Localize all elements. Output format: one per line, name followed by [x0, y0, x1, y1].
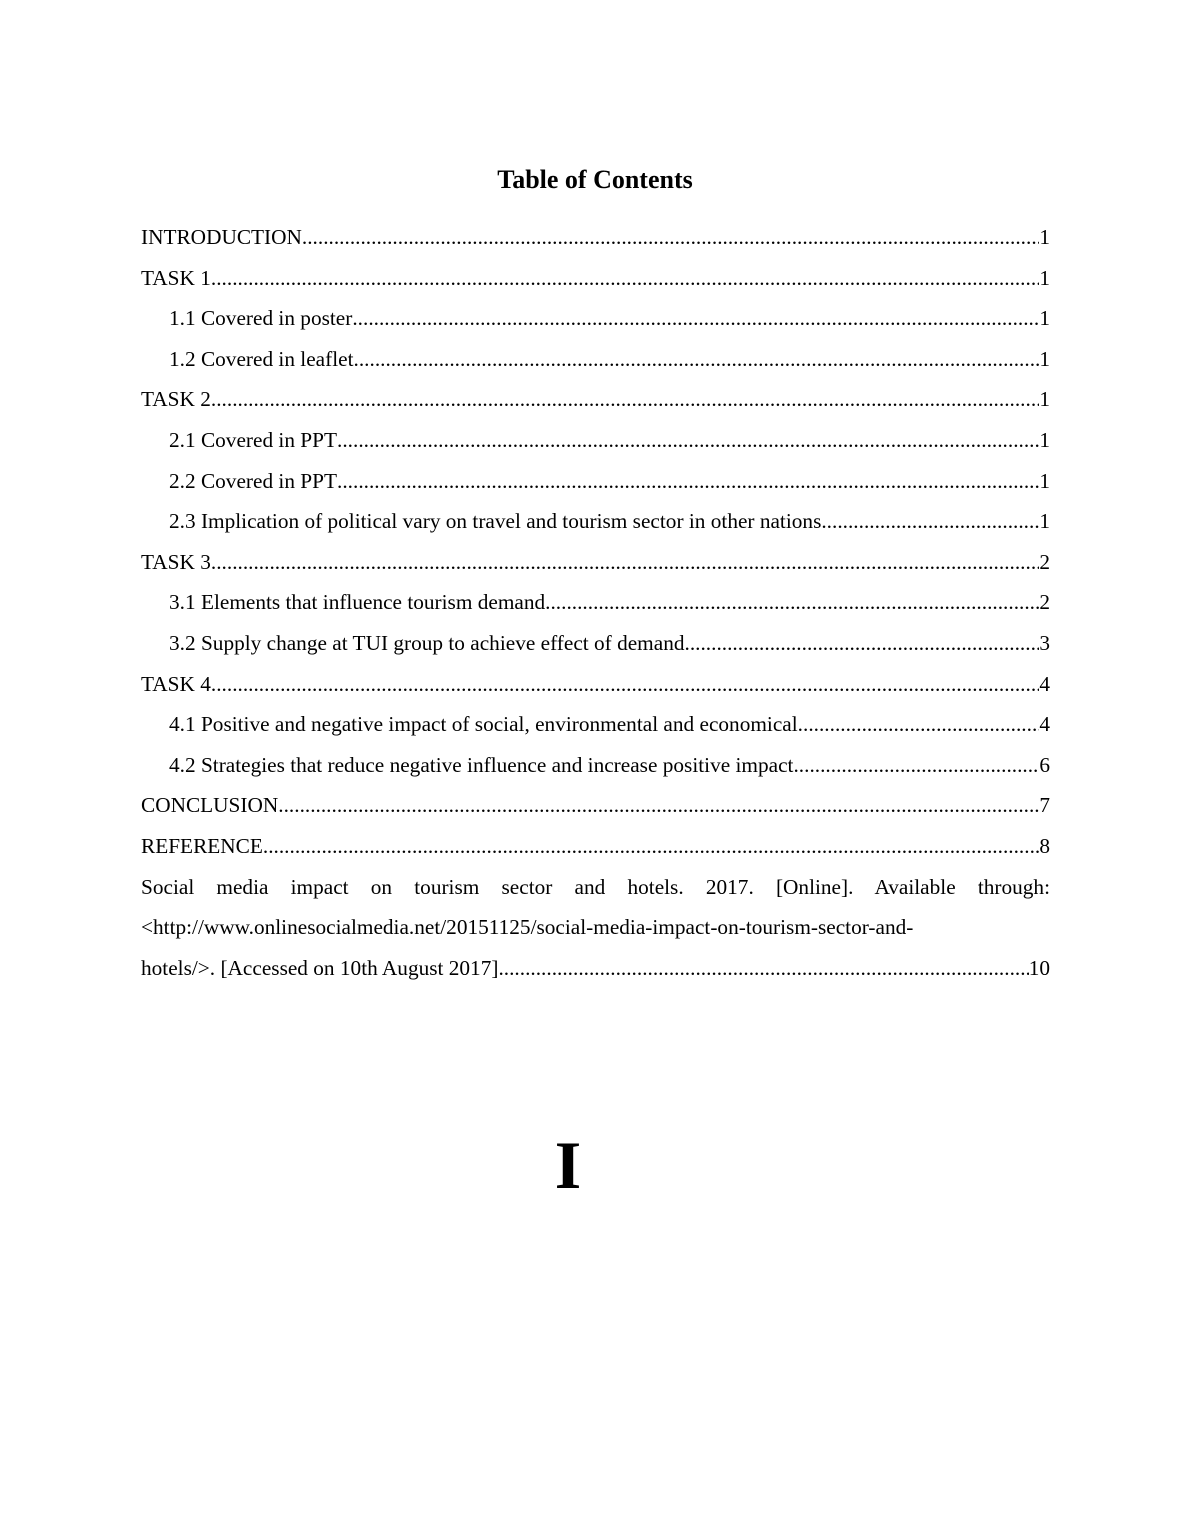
toc-dot-leader [278, 785, 1039, 826]
toc-page-number: 1 [1039, 387, 1050, 412]
toc-entry-text: TASK 1 [141, 265, 211, 290]
toc-dot-leader [302, 217, 1039, 258]
toc-entry-text: 2.3 Implication of political vary on travel and tourism sector in other nations [169, 509, 822, 534]
reference-line-2: <http://www.onlinesocialmedia.net/20151125/social-media-impact-on-tourism-sector-and- [141, 915, 914, 940]
toc-dot-leader [354, 339, 1040, 380]
toc-page-number: 2 [1039, 549, 1050, 574]
toc-entry-reference[interactable] [141, 826, 1050, 867]
toc-page-number: 1 [1039, 306, 1050, 331]
toc-entry-task-2[interactable] [141, 379, 1050, 420]
toc-page-number: 1 [1039, 346, 1050, 371]
toc-entry-social-media-reference[interactable] [141, 867, 1050, 989]
toc-entry-text: CONCLUSION [141, 793, 279, 818]
toc-page-number: 4 [1039, 671, 1050, 696]
toc-entry-text: 2.2 Covered in PPT [169, 468, 338, 493]
toc-page-number: 1 [1039, 509, 1050, 534]
reference-line-3 [141, 948, 1050, 989]
toc-entry-3-1[interactable] [141, 582, 1050, 623]
toc-page-number: 2 [1039, 590, 1050, 615]
toc-entry-conclusion[interactable] [141, 785, 1050, 826]
toc-list [141, 217, 1050, 988]
toc-dot-leader [211, 664, 1039, 705]
toc-entry-task-3[interactable] [141, 542, 1050, 583]
toc-page-number: 1 [1039, 427, 1050, 452]
toc-dot-leader [498, 948, 1028, 989]
toc-entry-2-3[interactable] [141, 501, 1050, 542]
toc-entry-text: TASK 2 [141, 387, 211, 412]
toc-dot-leader [685, 623, 1040, 664]
toc-page-number: 1 [1039, 225, 1050, 249]
toc-dot-leader [211, 542, 1039, 583]
toc-entry-text: 3.1 Elements that influence tourism demand [169, 590, 546, 615]
toc-entry-task-1[interactable] [141, 258, 1050, 299]
toc-dot-leader [545, 582, 1039, 623]
toc-entry-3-2[interactable] [141, 623, 1050, 664]
toc-dot-leader [352, 298, 1039, 339]
toc-dot-leader [211, 379, 1039, 420]
toc-entry-2-1[interactable] [141, 420, 1050, 461]
toc-dot-leader [798, 704, 1040, 745]
toc-entry-text: 4.1 Positive and negative impact of social, environmental and economical [169, 712, 798, 737]
toc-page-number: 10 [1028, 955, 1050, 980]
toc-entry-task-4[interactable] [141, 664, 1050, 705]
toc-entry-text: 1.1 Covered in poster [169, 306, 353, 331]
toc-entry-1-1[interactable] [141, 298, 1050, 339]
toc-dot-leader [793, 745, 1039, 786]
toc-dot-leader [211, 258, 1039, 299]
toc-page-number: 1 [1039, 468, 1050, 493]
toc-entry-4-2[interactable] [141, 745, 1050, 786]
toc-entry-1-2[interactable] [141, 339, 1050, 380]
toc-dot-leader [337, 461, 1039, 502]
toc-page-number: 6 [1039, 752, 1050, 777]
toc-page-number: 1 [1039, 265, 1050, 290]
toc-entry-text: INTRODUCTION [141, 225, 302, 249]
toc-entry-2-2[interactable] [141, 461, 1050, 502]
toc-page-number: 7 [1039, 793, 1050, 818]
toc-entry-text: 3.2 Supply change at TUI group to achieve effect of demand [169, 630, 685, 655]
toc-title: Table of Contents [497, 165, 693, 194]
toc-entry-text: 1.2 Covered in leaflet [169, 346, 354, 371]
toc-page-number: 4 [1039, 712, 1050, 737]
toc-entry-text: REFERENCE [141, 833, 263, 858]
toc-page-number: 3 [1039, 630, 1050, 655]
reference-line-1: Social media impact on tourism sector and hotels. 2017. [Online]. Available through: [141, 874, 1050, 899]
toc-entry-text: 4.2 Strategies that reduce negative influence and increase positive impact [169, 752, 794, 777]
toc-dot-leader [337, 420, 1039, 461]
toc-entry-text: hotels/>. [Accessed on 10th August 2017] [141, 955, 499, 980]
toc-entry-text: TASK 3 [141, 549, 211, 574]
toc-entry-text: 2.1 Covered in PPT [169, 427, 338, 452]
toc-entry-introduction[interactable] [141, 217, 1050, 258]
toc-dot-leader [263, 826, 1039, 867]
toc-entry-text: TASK 4 [141, 671, 211, 696]
page-number: I [554, 1127, 582, 1203]
toc-dot-leader [821, 501, 1039, 542]
toc-entry-4-1[interactable] [141, 704, 1050, 745]
toc-page-number: 8 [1039, 833, 1050, 858]
